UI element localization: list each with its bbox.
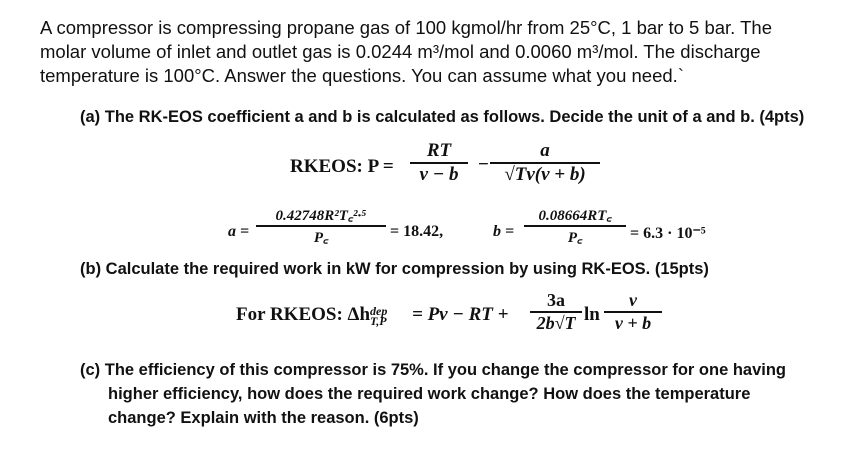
dep-fraction-2 bbox=[604, 290, 662, 334]
rkeos-term1-denominator: v − b bbox=[419, 163, 459, 185]
b-value: = 6.3 · 10⁻⁵ bbox=[630, 225, 706, 242]
rkeos-term2 bbox=[490, 140, 600, 186]
dep-fraction-2-denominator: v + b bbox=[614, 312, 652, 333]
departure-enthalpy-mid: = Pv − RT + bbox=[412, 304, 509, 325]
dep-fraction-1-numerator: 3a bbox=[547, 290, 565, 310]
ln-operator: ln bbox=[584, 304, 600, 325]
a-lhs: a = bbox=[228, 223, 250, 240]
problem-intro bbox=[40, 16, 772, 88]
a-fraction bbox=[256, 205, 386, 247]
rkeos-label: RKEOS: P = bbox=[290, 156, 394, 177]
rkeos-term2-denominator: √Tv(v + b) bbox=[504, 163, 586, 185]
a-numerator: 0.42748R²T꜀²·⁵ bbox=[275, 208, 367, 224]
dep-fraction-1 bbox=[530, 290, 582, 334]
a-value: = 18.42, bbox=[390, 223, 444, 240]
rkeos-term1 bbox=[410, 140, 468, 186]
part-c-line-3: change? Explain with the reason. (6pts) bbox=[108, 409, 419, 427]
b-fraction bbox=[524, 205, 626, 247]
part-c-line-1: (c) The efficiency of this compressor is 75%. If you change the compressor for one having bbox=[80, 361, 787, 379]
intro-line-2: molar volume of inlet and outlet gas is 0.0244 m³/mol and 0.0060 m³/mol. The discharge bbox=[40, 41, 761, 62]
b-numerator: 0.08664RT꜀ bbox=[538, 208, 612, 224]
dep-fraction-2-numerator: v bbox=[629, 290, 637, 310]
intro-line-3: temperature is 100°C. Answer the questions. You can assume what you need.` bbox=[40, 65, 684, 86]
minus-sign: − bbox=[478, 154, 489, 175]
part-a-question: (a) The RK-EOS coefficient a and b is calculated as follows. Decide the unit of a and b. (4pts) bbox=[80, 108, 805, 126]
part-c-question bbox=[80, 358, 786, 430]
part-b-question: (b) Calculate the required work in kW for compression by using RK-EOS. (15pts) bbox=[80, 260, 709, 278]
departure-enthalpy-label: For RKEOS: Δh bbox=[236, 304, 371, 325]
b-lhs: b = bbox=[493, 223, 515, 240]
departure-enthalpy-lhs bbox=[236, 304, 387, 326]
part-c-line-2: higher efficiency, how does the required work change? How does the temperature bbox=[108, 385, 751, 403]
a-denominator: P꜀ bbox=[313, 229, 329, 246]
rkeos-term1-numerator: RT bbox=[426, 140, 452, 161]
tp-subscript: T,P bbox=[370, 313, 387, 328]
rkeos-term2-numerator: a bbox=[540, 140, 550, 161]
dep-fraction-1-denominator: 2b√T bbox=[536, 312, 576, 333]
intro-line-1: A compressor is compressing propane gas of 100 kgmol/hr from 25°C, 1 bar to 5 bar. The bbox=[40, 17, 773, 38]
b-denominator: P꜀ bbox=[567, 229, 583, 246]
dep-superscript: dep bbox=[370, 303, 388, 318]
